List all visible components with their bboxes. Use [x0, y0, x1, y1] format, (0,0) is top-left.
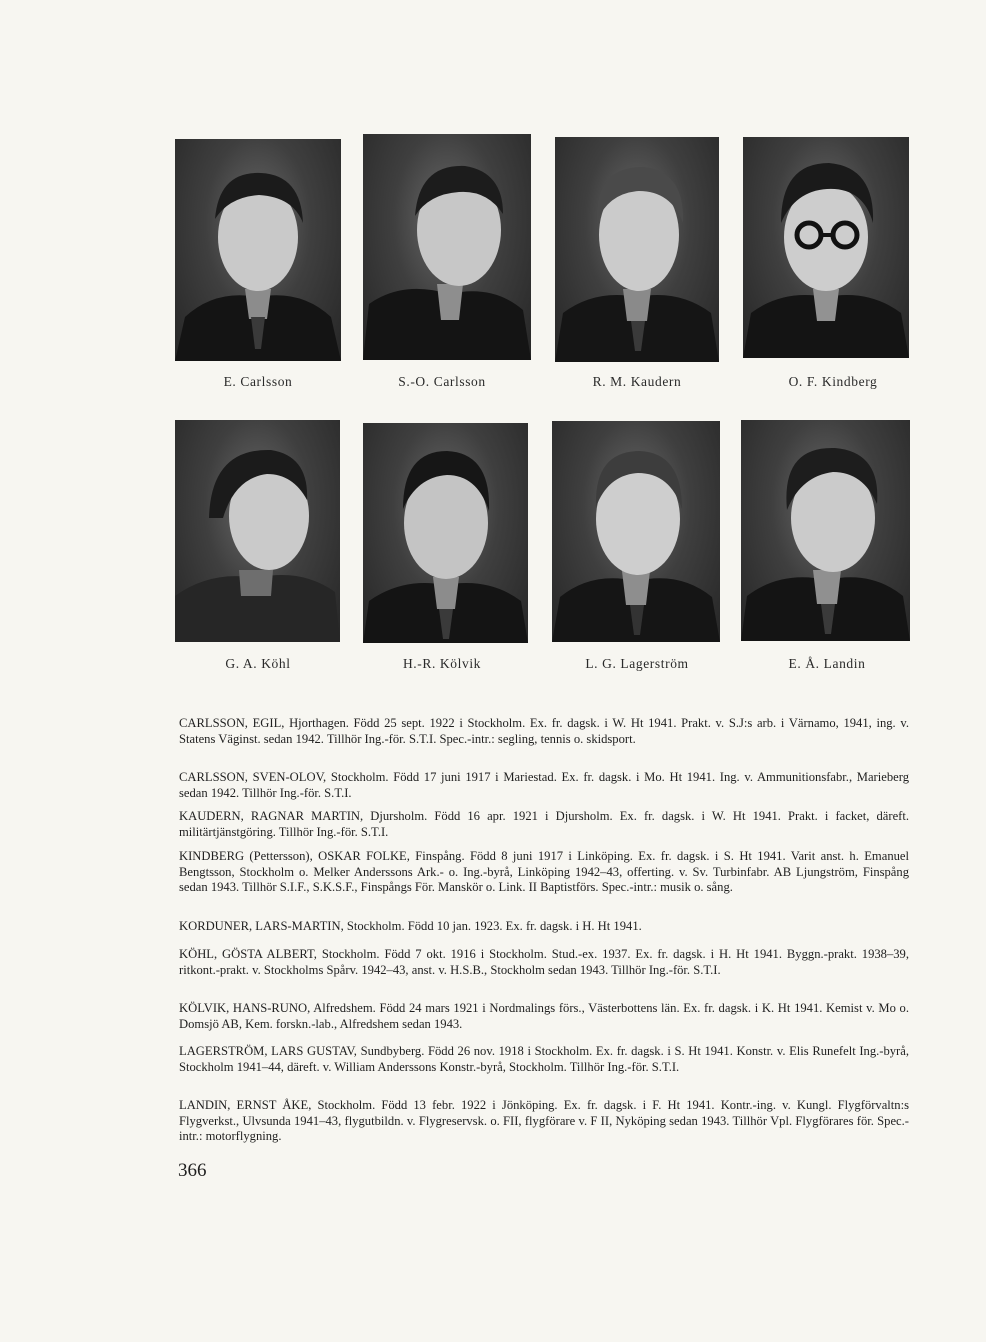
portrait-photo-4 — [743, 137, 909, 358]
portrait-caption-3: R. M. Kaudern — [592, 374, 682, 389]
bio-entry: LAGERSTRÖM, LARS GUSTAV, Sundbyberg. Född 26 nov. 1918 i Stockholm. Ex. fr. dagsk. i S. Ht 1941. Konstr. v. Elis Runefelt Ing.-byrå, Stockholm 1941–44, däreft. v. William Anderssons Konstr.-byrå, Stockholm. Tillhör Ing.-för. S.T.I. — [179, 1044, 909, 1074]
portrait-caption-8: E. Å. Landin — [788, 656, 866, 671]
bio-entry: CARLSSON, EGIL, Hjorthagen. Född 25 sept. 1922 i Stockholm. Ex. fr. dagsk. i W. Ht 1941. Prakt. v. S.J:s arb. i Värnamo, 1941, ing. v. Statens Väginst. sedan 1942. Tillhör Ing.-för. S.T.I. Spec.-intr.: segling, tennis o. skidsport. — [179, 716, 909, 746]
portrait-photo-7 — [552, 421, 720, 642]
bio-entry: KAUDERN, RAGNAR MARTIN, Djursholm. Född 16 apr. 1921 i Djursholm. Ex. fr. dagsk. i W. Ht 1941. Prakt. i facket, däreft. militärtjänstgöring. Tillhör Ing.-för. S.T.I. — [179, 809, 909, 839]
bio-entry: KORDUNER, LARS-MARTIN, Stockholm. Född 10 jan. 1923. Ex. fr. dagsk. i H. Ht 1941. — [179, 919, 642, 933]
portrait-caption-1: E. Carlsson — [223, 374, 293, 389]
portrait-caption-4: O. F. Kindberg — [788, 374, 878, 389]
portrait-photo-1 — [175, 139, 341, 361]
portrait-photo-3 — [555, 137, 719, 362]
bio-entry: LANDIN, ERNST ÅKE, Stockholm. Född 13 febr. 1922 i Jönköping. Ex. fr. dagsk. i F. Ht 1941. Kontr.-ing. v. Kungl. Flygförvaltn:s Flygverkst., Ulvsunda 1941–43, flygutbildn. v. Flygreservsk. o. FII, flygförare v. F II, Nyköping sedan 1943. Tillhör Vpl. Flygförares för. Spec.-intr.: motorflygning. — [179, 1098, 909, 1143]
portrait-caption-7: L. G. Lagerström — [585, 656, 689, 671]
portrait-caption-5: G. A. Köhl — [225, 656, 291, 671]
portrait-photo-8 — [741, 420, 910, 641]
portrait-caption-2: S.-O. Carlsson — [398, 374, 486, 389]
portrait-photo-6 — [363, 423, 528, 643]
bio-entry: KÖLVIK, HANS-RUNO, Alfredshem. Född 24 mars 1921 i Nordmalings förs., Västerbottens län. Ex. fr. dagsk. i K. Ht 1941. Kemist v. Mo o. Domsjö AB, Kem. forskn.-lab., Alfredshem sedan 1943. — [179, 1001, 909, 1031]
portrait-caption-6: H.-R. Kölvik — [402, 656, 482, 671]
bio-entry: CARLSSON, SVEN-OLOV, Stockholm. Född 17 juni 1917 i Mariestad. Ex. fr. dagsk. i Mo. Ht 1941. Ing. v. Ammunitionsfabr., Marieberg sedan 1942. Tillhör Ing.-för. S.T.I. — [179, 770, 909, 800]
page-number: 366 — [178, 1160, 207, 1181]
portrait-photo-5 — [175, 420, 340, 642]
portrait-photo-2 — [363, 134, 531, 360]
bio-entry: KÖHL, GÖSTA ALBERT, Stockholm. Född 7 okt. 1916 i Stockholm. Stud.-ex. 1937. Ex. fr. dagsk. i H. Ht 1941. Byggn.-prakt. 1938–39, ritkont.-prakt. v. Stockholms Spårv. 1942–43, anst. v. H.S.B., Stockholm sedan 1943. Tillhör Ing.-för. S.T.I. — [179, 947, 909, 977]
bio-entry: KINDBERG (Pettersson), OSKAR FOLKE, Finspång. Född 8 juni 1917 i Linköping. Ex. fr. dagsk. i S. Ht 1941. Varit anst. h. Emanuel Bengtsson, Stockholm o. Melker Anderssons Ark.- o. Ing.-byrå, Linköping 1942–43, offerting. v. Sv. Turbinfabr. AB Ljungström, Finspång sedan 1943. Tillhör S.I.F., S.K.S.F., Finspångs För. Manskör o. Link. II Baptistförs. Spec.-intr.: musik o. sång. — [179, 849, 909, 894]
